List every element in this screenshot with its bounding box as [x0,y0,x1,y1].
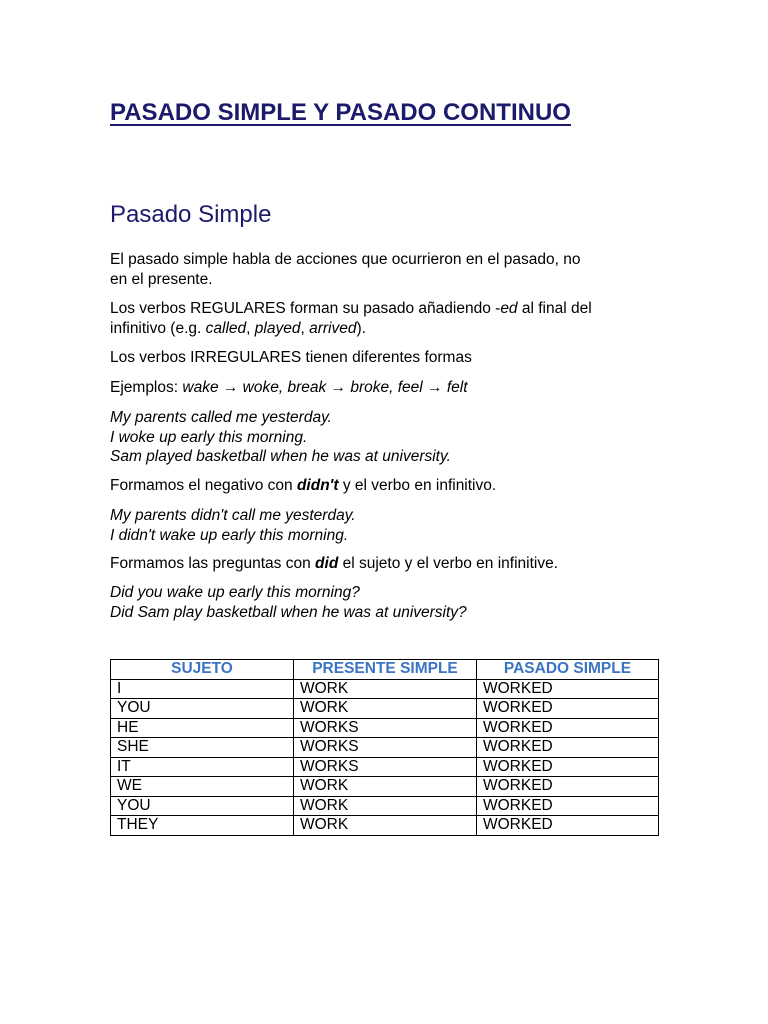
cell-past: WORKED [477,757,659,777]
question-rule-line [110,554,670,574]
table-row [111,738,659,758]
example-sentence: Did Sam play basketball when he was at university? [110,603,467,621]
header-presente-simple: PRESENTE SIMPLE [294,660,477,680]
examples-line [110,378,670,398]
cell-present: WORKS [294,718,477,738]
cell-past: WORKED [477,718,659,738]
text-run: ). [356,319,366,337]
regular-verbs-line-1 [110,299,670,319]
example-called: called [205,319,247,337]
negative-rule-paragraph [110,476,670,496]
example-sentence: I woke up early this morning. [110,428,308,446]
example-sentence: I didn't wake up early this morning. [110,526,349,544]
text-run: , [300,319,310,337]
example-sentence: Did you wake up early this morning? [110,584,360,601]
examples-paragraph [110,378,670,398]
page-title: PASADO SIMPLE Y PASADO CONTINUO [110,99,571,126]
irregular-verbs-line: Los verbos IRREGULARES tienen diferentes formas [110,349,472,366]
cell-subject: YOU [111,699,294,719]
text-run: Formamos el negativo con [110,477,297,494]
cell-present: WORK [294,777,477,797]
cell-past: WORKED [477,816,659,836]
table-row [111,757,659,777]
example-sentence: My parents didn't call me yesterday. [110,507,356,524]
table-row [111,699,659,719]
section-title: Pasado Simple [110,201,272,228]
example-sentence: My parents called me yesterday. [110,409,332,426]
affirmative-examples [110,408,670,467]
intro-paragraph [110,250,670,289]
table-row [111,777,659,797]
cell-subject: IT [111,757,294,777]
cell-past: WORKED [477,738,659,758]
cell-past: WORKED [477,796,659,816]
regular-verbs-paragraph [110,299,670,338]
cell-subject: I [111,679,294,699]
cell-present: WORKS [294,757,477,777]
conjugation-table [110,659,659,836]
examples-lead: Ejemplos: [110,379,183,396]
negative-examples [110,506,670,545]
cell-past: WORKED [477,699,659,719]
cell-present: WORKS [294,738,477,758]
intro-line-1: El pasado simple habla de acciones que ocurrieron en el pasado, no [110,251,581,268]
cell-subject: YOU [111,796,294,816]
suffix-ed: ed [500,300,518,317]
negative-rule-line [110,476,670,496]
examples-list: wake → woke, break → broke, feel → felt [182,379,468,396]
text-run: , [246,319,255,337]
cell-subject: HE [111,718,294,738]
text-run: y el verbo en infinitivo. [338,477,497,494]
keyword-didnt: didn't [296,477,339,494]
keyword-did: did [315,555,339,572]
example-arrived: arrived [309,319,357,337]
cell-subject: WE [111,777,294,797]
cell-past: WORKED [477,777,659,797]
intro-line-2: en el presente. [110,270,213,288]
cell-present: WORK [294,699,477,719]
cell-past: WORKED [477,679,659,699]
example-sentence: Sam played basketball when he was at university. [110,448,451,465]
text-run: el sujeto y el verbo en infinitive. [338,555,558,572]
example-played: played [254,319,301,337]
header-pasado-simple: PASADO SIMPLE [477,660,659,680]
table-row [111,679,659,699]
text-run: al final del [517,300,592,317]
cell-present: WORK [294,679,477,699]
text-run: Formamos las preguntas con [110,555,316,572]
cell-subject: THEY [111,816,294,836]
cell-present: WORK [294,816,477,836]
text-run: Los verbos REGULARES forman su pasado añadiendo - [110,300,501,317]
table-row [111,816,659,836]
text-run: infinitivo (e.g. [110,319,206,337]
header-sujeto: SUJETO [111,660,294,680]
cell-subject: SHE [111,738,294,758]
table-row [111,796,659,816]
question-rule-paragraph [110,554,670,574]
question-examples [110,583,670,622]
irregular-verbs-paragraph [110,348,670,368]
regular-verbs-line-2 [110,319,670,339]
cell-present: WORK [294,796,477,816]
table-header-row [111,660,659,680]
table-row [111,718,659,738]
